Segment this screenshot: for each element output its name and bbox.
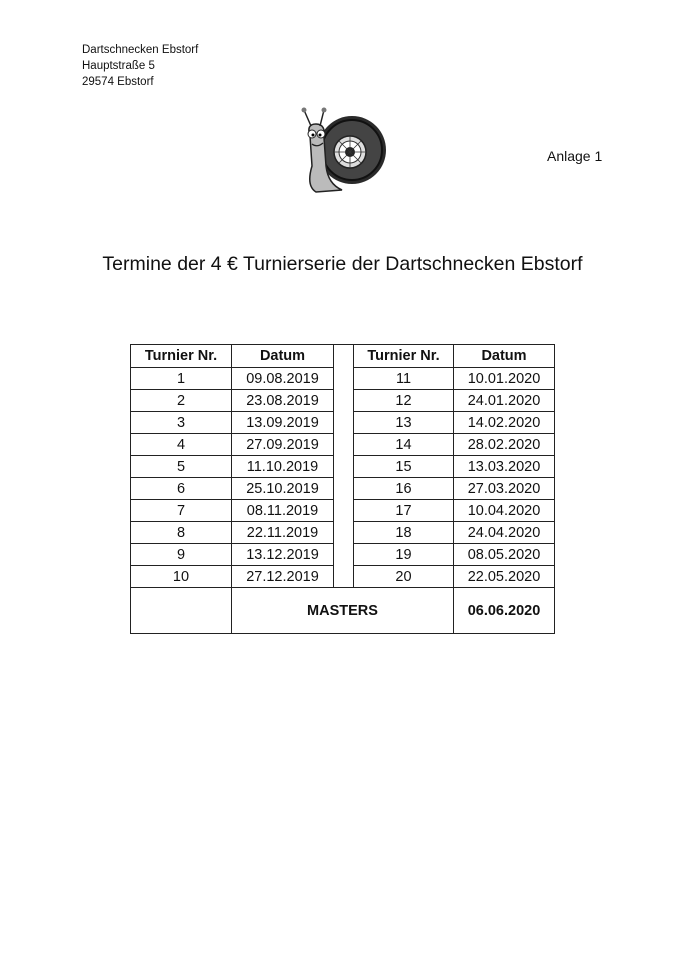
tournament-nr-cell: 5 <box>131 456 232 478</box>
tournament-date-cell: 10.01.2020 <box>454 368 555 390</box>
header-tournament-nr-2: Turnier Nr. <box>354 345 454 368</box>
table-header-row <box>131 345 555 368</box>
header-date: Datum <box>232 345 334 368</box>
tournament-nr-cell: 2 <box>131 390 232 412</box>
tournament-date-cell: 13.09.2019 <box>232 412 334 434</box>
tournament-date-cell: 22.11.2019 <box>232 522 334 544</box>
tournament-date-cell: 24.04.2020 <box>454 522 555 544</box>
tournament-date-cell: 22.05.2020 <box>454 566 555 588</box>
tournament-nr-cell: 6 <box>131 478 232 500</box>
header-date-2: Datum <box>454 345 555 368</box>
tournament-nr-cell: 16 <box>354 478 454 500</box>
tournament-nr-cell: 13 <box>354 412 454 434</box>
page-title: Termine der 4 € Turnierserie der Dartschnecken Ebstorf <box>102 253 583 275</box>
tournament-date-cell: 27.09.2019 <box>232 434 334 456</box>
tournament-nr-cell: 20 <box>354 566 454 588</box>
snail-dartboard-logo-icon <box>296 106 388 198</box>
address-street: Hauptstraße 5 <box>82 60 155 72</box>
tournament-date-cell: 14.02.2020 <box>454 412 555 434</box>
tournament-schedule-table <box>130 344 555 634</box>
tournament-date-cell: 23.08.2019 <box>232 390 334 412</box>
column-spacer <box>334 345 354 588</box>
attachment-label: Anlage 1 <box>547 148 603 164</box>
tournament-date-cell: 27.03.2020 <box>454 478 555 500</box>
masters-row <box>131 588 555 634</box>
tournament-nr-cell: 15 <box>354 456 454 478</box>
tournament-nr-cell: 18 <box>354 522 454 544</box>
tournament-nr-cell: 1 <box>131 368 232 390</box>
tournament-nr-cell: 10 <box>131 566 232 588</box>
tournament-date-cell: 27.12.2019 <box>232 566 334 588</box>
tournament-date-cell: 25.10.2019 <box>232 478 334 500</box>
tournament-date-cell: 28.02.2020 <box>454 434 555 456</box>
tournament-date-cell: 13.12.2019 <box>232 544 334 566</box>
tournament-nr-cell: 17 <box>354 500 454 522</box>
tournament-nr-cell: 9 <box>131 544 232 566</box>
tournament-nr-cell: 4 <box>131 434 232 456</box>
tournament-date-cell: 10.04.2020 <box>454 500 555 522</box>
masters-label: MASTERS <box>232 588 454 634</box>
address-city: 29574 Ebstorf <box>82 76 154 88</box>
tournament-nr-cell: 12 <box>354 390 454 412</box>
sender-address <box>82 42 198 90</box>
tournament-nr-cell: 8 <box>131 522 232 544</box>
tournament-nr-cell: 19 <box>354 544 454 566</box>
tournament-date-cell: 11.10.2019 <box>232 456 334 478</box>
tournament-nr-cell: 3 <box>131 412 232 434</box>
masters-empty-cell <box>131 588 232 634</box>
address-name: Dartschnecken Ebstorf <box>82 44 199 56</box>
masters-date: 06.06.2020 <box>454 588 555 634</box>
tournament-date-cell: 13.03.2020 <box>454 456 555 478</box>
tournament-date-cell: 09.08.2019 <box>232 368 334 390</box>
header-tournament-nr: Turnier Nr. <box>131 345 232 368</box>
tournament-nr-cell: 14 <box>354 434 454 456</box>
tournament-date-cell: 24.01.2020 <box>454 390 555 412</box>
tournament-nr-cell: 11 <box>354 368 454 390</box>
tournament-date-cell: 08.05.2020 <box>454 544 555 566</box>
tournament-date-cell: 08.11.2019 <box>232 500 334 522</box>
tournament-nr-cell: 7 <box>131 500 232 522</box>
